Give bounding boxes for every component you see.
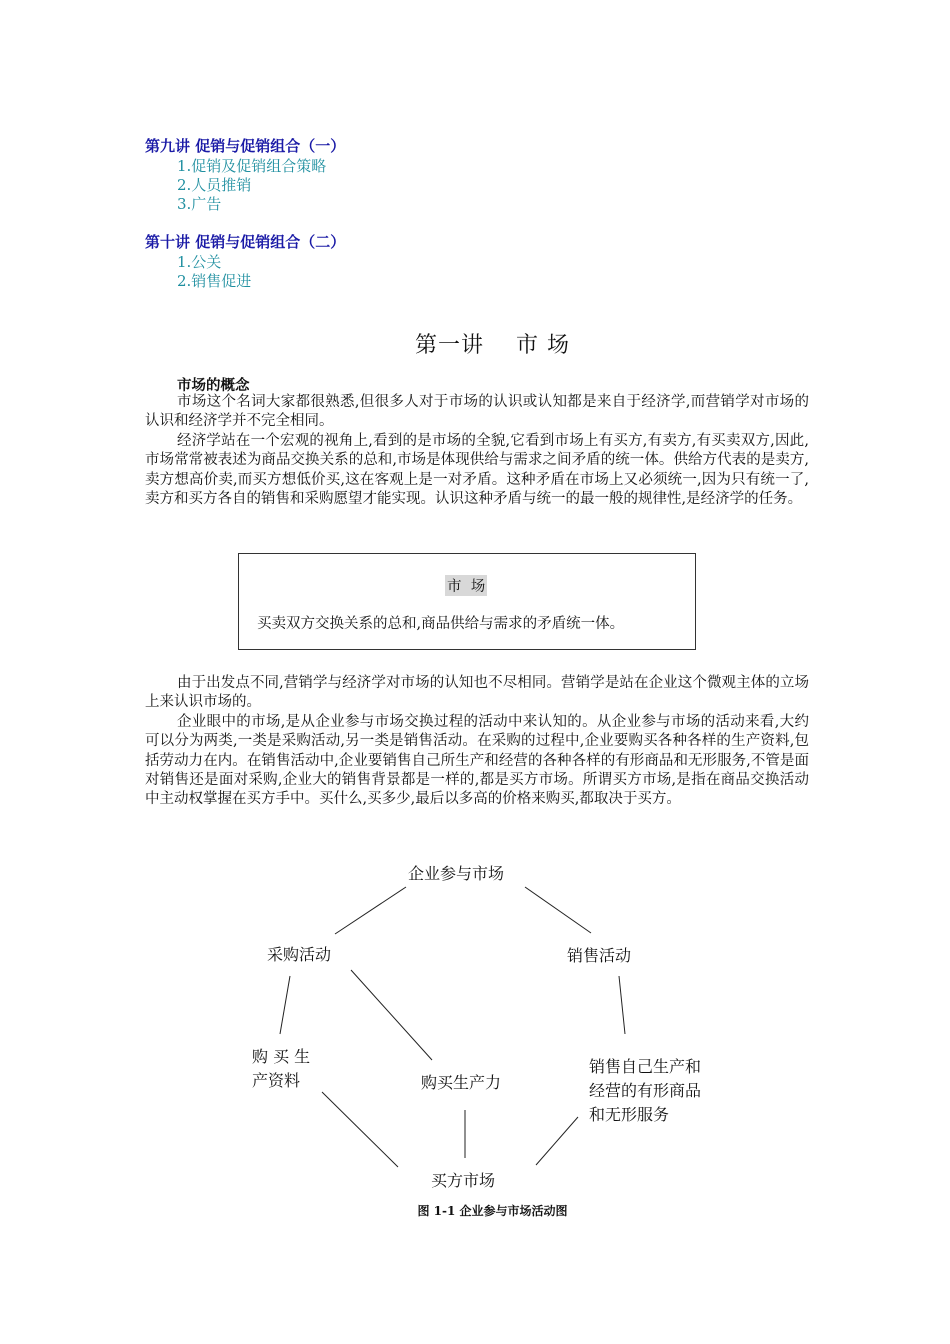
node-line: 和无形服务 [589,1105,670,1124]
node-line: 销售自己生产和 [589,1057,702,1076]
paragraph: 市场这个名词大家都很熟悉,但很多人对于市场的认识或认知都是来自于经济学,而营销学对市场的认识和经济学并不完全相同。 [145,394,809,430]
node-root: 企业参与市场 [408,864,505,883]
toc-heading[interactable]: 第九讲 促销与促销组合（一） [145,137,346,155]
chapter-number: 第一讲 [415,333,485,358]
edge-goods-market [536,1117,578,1165]
edge-root-purchasing [335,887,406,934]
node-sell-goods [589,1055,701,1127]
toc-item[interactable]: 1.公关 [177,253,222,271]
node-line: 产资料 [252,1071,301,1090]
edge-root-selling [525,887,591,933]
figure-caption: 图 1-1 企业参与市场活动图 [417,1204,568,1218]
paragraph: 企业眼中的市场,是从企业参与市场交换过程的活动中来认知的。从企业参与市场的活动来看,大约可以分为两类,一类是采购活动,另一类是销售活动。在采购的过程中,企业要购买各种各样的生产资料,包括劳动力在内。在销售活动中,企业要销售自己所生产和经营的各种各样的有形商品和无形服务,不管是面对销售还是面对采购,企业大的销售背景都是一样的,都是买方市场。所谓买方市场,是指在商品交换活动中主动权掌握在买方手中。买什么,买多少,最后以多高的价格来购买,都取决于买方。 [145,714,809,808]
node-means-of-production [252,1045,310,1093]
edge-purchasing-labor [351,970,432,1060]
edge-purchasing-materials [280,976,290,1034]
toc-item[interactable]: 3.广告 [177,195,222,213]
toc-item[interactable]: 1.促销及促销组合策略 [177,157,327,175]
node-selling: 销售活动 [567,946,632,965]
toc-item[interactable]: 2.销售促进 [177,272,252,290]
node-labor: 购买生产力 [421,1073,502,1092]
definition-text: 买卖双方交换关系的总和,商品供给与需求的矛盾统一体。 [257,616,625,632]
definition-title: 市 场 [445,575,487,596]
toc-item[interactable]: 2.人员推销 [177,176,252,194]
edge-selling-goods [619,976,625,1034]
toc-heading[interactable]: 第十讲 促销与促销组合（二） [145,233,346,251]
node-purchasing: 采购活动 [267,945,332,964]
node-line: 经营的有形商品 [589,1081,702,1100]
section-heading: 市场的概念 [177,378,250,394]
node-buyer-market: 买方市场 [431,1171,496,1190]
node-line: 购 买 生 [252,1047,311,1066]
paragraph: 由于出发点不同,营销学与经济学对市场的认知也不尽相同。营销学是站在企业这个微观主体的立场上来认识市场的。 [145,675,809,711]
paragraph: 经济学站在一个宏观的视角上,看到的是市场的全貌,它看到市场上有买方,有卖方,有买卖双方,因此,市场常常被表述为商品交换关系的总和,市场是体现供给与需求之间矛盾的统一体。供给方代表的是卖方,卖方想高价卖,而买方想低价买,这在客观上是一对矛盾。这种矛盾在市场上又必须统一,因为只有统一了,卖方和买方各自的销售和采购愿望才能实现。认识这种矛盾与统一的最一般的规律性,是经济学的任务。 [145,433,809,507]
chapter-name: 市 场 [516,333,570,358]
edge-materials-market [322,1092,398,1167]
